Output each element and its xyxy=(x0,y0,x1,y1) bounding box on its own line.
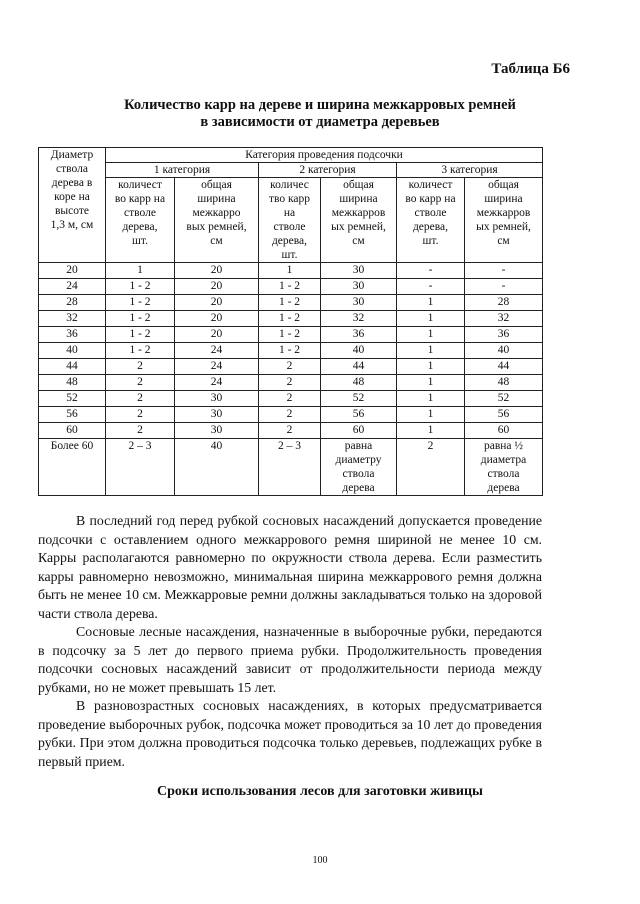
table-cell: 30 xyxy=(175,391,259,407)
table-cell: 30 xyxy=(321,279,397,295)
table-title-line: в зависимости от диаметра деревьев xyxy=(200,114,440,130)
table-cell: 1 xyxy=(259,263,321,279)
table-cell: 36 xyxy=(321,327,397,343)
table-cell: 1 - 2 xyxy=(106,343,175,359)
table-cell: 1 - 2 xyxy=(259,295,321,311)
table-cell: 1 xyxy=(397,311,465,327)
section-title: Сроки использования лесов для заготовки живицы xyxy=(157,784,483,799)
table-cell: 56 xyxy=(465,407,543,423)
table-cell: 56 xyxy=(39,407,106,423)
table-cell: 2 xyxy=(259,359,321,375)
table-title xyxy=(60,97,580,131)
paragraph: В разновозрастных сосновых насаждениях, в которых предусматривается проведение выборочных рубок, подсочка может проводиться за 10 лет до проведения рубки. При этом должна проводиться подсочка только деревьев, подлежащих рубке в первый прием. xyxy=(38,698,542,769)
table-cell: - xyxy=(465,279,543,295)
table-row xyxy=(39,263,543,279)
table-cell: 20 xyxy=(175,279,259,295)
table-cell: равна ½ диаметра ствола дерева xyxy=(465,439,543,496)
table-cell: 2 – 3 xyxy=(106,439,175,496)
table-cell: 1 xyxy=(397,295,465,311)
table-cell: 2 – 3 xyxy=(259,439,321,496)
table-cell: 1 - 2 xyxy=(259,279,321,295)
table-cell: 20 xyxy=(39,263,106,279)
table-cell: 32 xyxy=(465,311,543,327)
table-cell: 1 xyxy=(397,359,465,375)
table-cell: 30 xyxy=(175,407,259,423)
table-cell: 56 xyxy=(321,407,397,423)
sub-header-count-2: количес тво карр на стволе дерева, шт. xyxy=(259,178,321,263)
table-row-last xyxy=(39,439,543,496)
table-cell: 30 xyxy=(321,263,397,279)
table-cell: 20 xyxy=(175,263,259,279)
table-cell: - xyxy=(397,263,465,279)
table-body xyxy=(39,263,543,496)
table-cell: - xyxy=(397,279,465,295)
table-cell: 24 xyxy=(175,359,259,375)
table-cell: 52 xyxy=(321,391,397,407)
body-text xyxy=(38,512,542,771)
table-cell: 1 - 2 xyxy=(106,295,175,311)
table-cell: 48 xyxy=(465,375,543,391)
table-cell: 2 xyxy=(106,407,175,423)
table-cell: - xyxy=(465,263,543,279)
table-cell: 52 xyxy=(39,391,106,407)
table-cell: 2 xyxy=(259,423,321,439)
table-cell: 48 xyxy=(39,375,106,391)
table-cell: 1 xyxy=(397,375,465,391)
header-category-group: Категория проведения подсочки xyxy=(106,148,543,163)
table-cell: 40 xyxy=(39,343,106,359)
header-category-1: 1 категория xyxy=(106,163,259,178)
table-cell: равна диаметру ствола дерева xyxy=(321,439,397,496)
table-label: Таблица Б6 xyxy=(491,61,570,77)
table-cell: 1 xyxy=(397,407,465,423)
sub-header-count-1: количест во карр на стволе дерева, шт. xyxy=(106,178,175,263)
table-row xyxy=(39,327,543,343)
header-category-2: 2 категория xyxy=(259,163,397,178)
table-cell: 40 xyxy=(321,343,397,359)
table-row xyxy=(39,375,543,391)
table-cell: 30 xyxy=(321,295,397,311)
table-row xyxy=(39,311,543,327)
sub-header-width-3: общая ширина межкарров ых ремней, см xyxy=(465,178,543,263)
table-cell: 2 xyxy=(397,439,465,496)
table-cell: 1 - 2 xyxy=(106,311,175,327)
table-cell: 2 xyxy=(106,423,175,439)
table-cell: 1 xyxy=(397,391,465,407)
table-row xyxy=(39,407,543,423)
data-table xyxy=(38,147,543,496)
header-diameter: Диаметр ствола дерева в коре на высоте 1,3 м, см xyxy=(39,148,106,263)
table-cell: 32 xyxy=(321,311,397,327)
table-cell: 36 xyxy=(465,327,543,343)
table-cell: 40 xyxy=(175,439,259,496)
table-cell: 20 xyxy=(175,327,259,343)
sub-header-row xyxy=(39,178,543,263)
sub-header-width-1: общая ширина межкарро вых ремней, см xyxy=(175,178,259,263)
table-cell: 60 xyxy=(321,423,397,439)
table-cell: 32 xyxy=(39,311,106,327)
table-cell: 44 xyxy=(39,359,106,375)
table-cell: 20 xyxy=(175,295,259,311)
table-cell: 2 xyxy=(106,391,175,407)
table-cell: 1 - 2 xyxy=(259,343,321,359)
table-cell: 1 - 2 xyxy=(259,327,321,343)
table-cell: 20 xyxy=(175,311,259,327)
table-cell: 40 xyxy=(465,343,543,359)
table-cell: 44 xyxy=(465,359,543,375)
sub-header-width-2: общая ширина межкарров ых ремней, см xyxy=(321,178,397,263)
table-cell: 1 xyxy=(106,263,175,279)
table-cell: 1 xyxy=(397,327,465,343)
table-cell: 28 xyxy=(465,295,543,311)
table-title-line: Количество карр на дереве и ширина межкарровых ремней xyxy=(124,97,516,113)
table-row xyxy=(39,359,543,375)
table-cell: 1 xyxy=(397,423,465,439)
table-cell: 1 xyxy=(397,343,465,359)
sub-header-count-3: количест во карр на стволе дерева, шт. xyxy=(397,178,465,263)
table-cell: 2 xyxy=(259,407,321,423)
table-cell: 2 xyxy=(259,391,321,407)
table-row xyxy=(39,423,543,439)
table-row xyxy=(39,343,543,359)
paragraph: Сосновые лесные насаждения, назначенные в выборочные рубки, передаются в подсочку за 5 лет до первого приема рубки. Продолжительность проведения подсочки сосновых насаждений зависит от продолжительности периода между рубками, но не может превышать 15 лет. xyxy=(38,624,542,695)
table-cell: 44 xyxy=(321,359,397,375)
table-cell: 2 xyxy=(259,375,321,391)
table-cell: 30 xyxy=(175,423,259,439)
table-cell: 48 xyxy=(321,375,397,391)
table-row xyxy=(39,279,543,295)
table-row xyxy=(39,391,543,407)
table-cell: 24 xyxy=(175,375,259,391)
header-category-3: 3 категория xyxy=(397,163,543,178)
table-cell: 2 xyxy=(106,375,175,391)
table-cell: 60 xyxy=(39,423,106,439)
table-cell: 24 xyxy=(39,279,106,295)
table-row xyxy=(39,295,543,311)
table-cell: 1 - 2 xyxy=(106,327,175,343)
table-cell: 60 xyxy=(465,423,543,439)
table-cell: 1 - 2 xyxy=(106,279,175,295)
table-cell: 2 xyxy=(106,359,175,375)
page-number: 100 xyxy=(312,855,328,866)
table-cell: 24 xyxy=(175,343,259,359)
table-cell: Более 60 xyxy=(39,439,106,496)
paragraph: В последний год перед рубкой сосновых насаждений допускается проведение подсочки с оставлением одного межкаррового ремня шириной не менее 10 см. Карры располагаются равномерно по окружности ствола дерева. Если разместить карры равномерно невозможно, минимальная ширина межкаррового ремня должна быть не менее 10 см. Межкарровые ремни должны закладываться только на здоровой части ствола дерева. xyxy=(38,513,542,621)
table-cell: 36 xyxy=(39,327,106,343)
table-cell: 1 - 2 xyxy=(259,311,321,327)
table-cell: 28 xyxy=(39,295,106,311)
table-cell: 52 xyxy=(465,391,543,407)
